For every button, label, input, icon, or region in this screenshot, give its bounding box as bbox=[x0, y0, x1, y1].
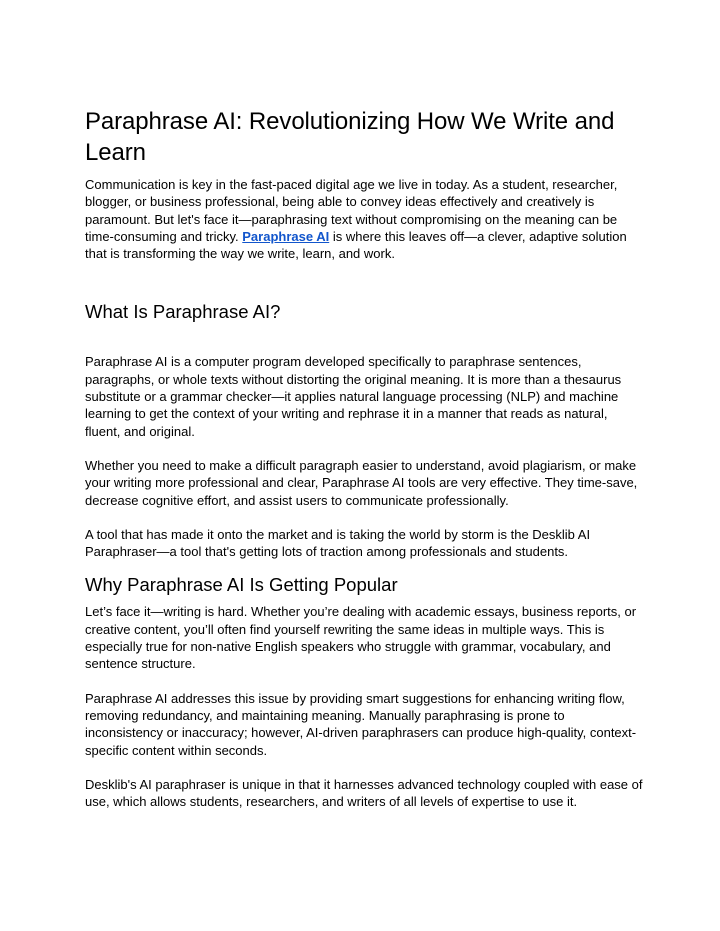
page-title: Paraphrase AI: Revolutionizing How We Write and Learn bbox=[85, 108, 615, 166]
section1-paragraph-3: A tool that has made it onto the market and is taking the world by storm is the Desklib AI Paraphraser—a tool that's getting lots of traction among professionals and students. bbox=[85, 526, 591, 560]
spacer bbox=[85, 440, 645, 457]
intro-paragraph bbox=[85, 176, 645, 262]
document-page bbox=[85, 106, 645, 810]
section1-paragraph-1: Paraphrase AI is a computer program developed specifically to paraphrase sentences, paragraphs, or whole texts without distorting the original meaning. It is more than a thesaurus substitute or a grammar checker—it applies natural language processing (NLP) and machine learning to get the context of your writing and rephrase it in a manner that reads as natural, fluent, and original. bbox=[85, 354, 622, 439]
section-heading-why-popular: Why Paraphrase AI Is Getting Popular bbox=[85, 574, 398, 596]
spacer bbox=[85, 759, 645, 776]
section1-paragraph-2: Whether you need to make a difficult paragraph easier to understand, avoid plagiarism, or make your writing more professional and clear, Paraphrase AI tools are very effective. They time-save, decrease cognitive effort, and assist users to communicate professionally. bbox=[85, 457, 638, 508]
paraphrase-ai-link[interactable]: Paraphrase AI bbox=[242, 228, 330, 244]
spacer bbox=[85, 262, 645, 300]
intro-text-after-link: is where this leaves off—a clever, adaptive solution that is transforming the way we write, learn, and work. bbox=[85, 228, 627, 262]
section2-paragraph-1: Let’s face it—writing is hard. Whether you’re dealing with academic essays, business reports, or creative content, you’ll often find yourself rewriting the same ideas in multiple ways. This is especially true for non-native English speakers who struggle with grammar, vocabulary, and sentence structure. bbox=[85, 604, 637, 672]
intro-text-before-link: Communication is key in the fast-paced digital age we live in today. As a student, researcher, blogger, or business professional, being able to convey ideas effectively and creatively is paramount. But let's face it—paraphrasing text without compromising on the meaning can be time-consuming and tricky. bbox=[85, 177, 618, 244]
spacer bbox=[85, 673, 645, 690]
spacer bbox=[85, 509, 645, 526]
spacer bbox=[85, 324, 645, 353]
spacer bbox=[85, 560, 645, 573]
section2-paragraph-3: Desklib's AI paraphraser is unique in that it harnesses advanced technology coupled with ease of use, which allows students, researchers, and writers of all levels of expertise to use it. bbox=[85, 776, 643, 810]
section2-paragraph-2: Paraphrase AI addresses this issue by providing smart suggestions for enhancing writing flow, removing redundancy, and maintaining meaning. Manually paraphrasing is prone to inconsistency or inaccuracy; however, AI-driven paraphrasers can produce high-quality, context-specific content within seconds. bbox=[85, 690, 637, 758]
section-heading-what-is: What Is Paraphrase AI? bbox=[85, 301, 281, 323]
